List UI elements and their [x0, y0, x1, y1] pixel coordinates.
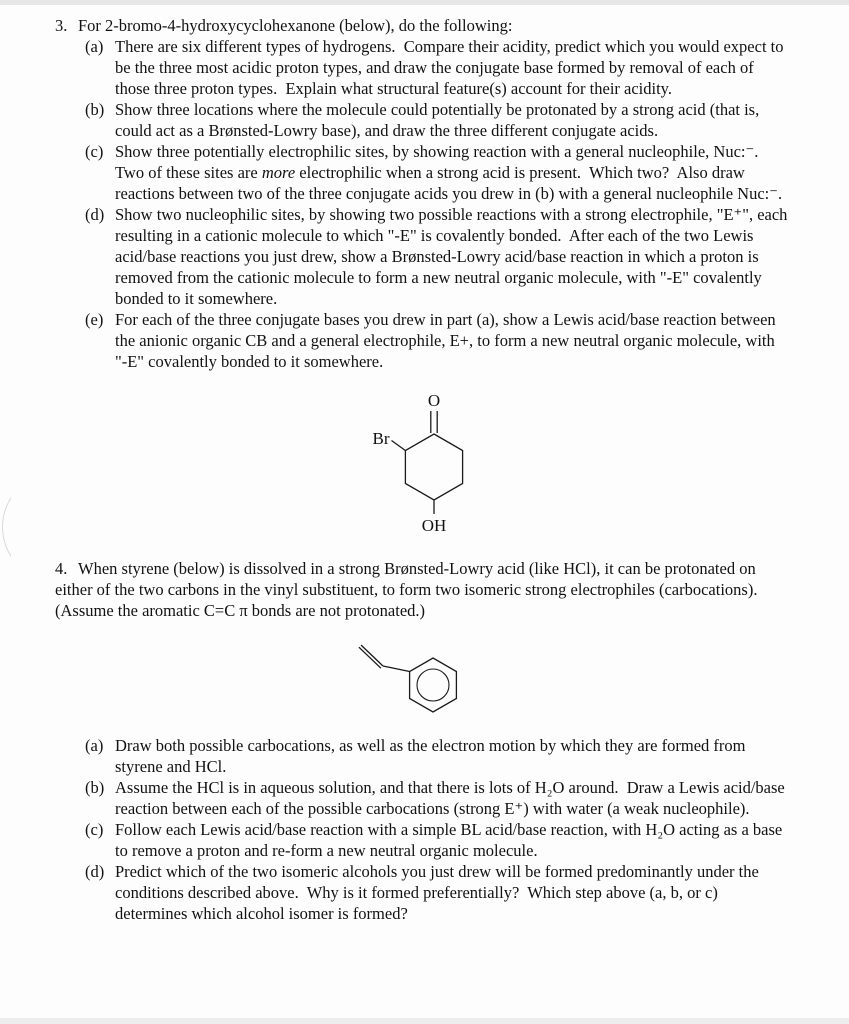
styrene-structure-drawing	[333, 633, 483, 721]
scan-artifact-arc	[2, 472, 11, 582]
part-label: (c)	[85, 142, 104, 161]
part-text: Predict which of the two isomeric alcohols you just drew will be formed predominantly under the conditions described above. Why is it formed preferentially? Which step above (a, b, or c) determines which alcohol isomer is formed?	[115, 862, 763, 923]
part-text: Show three locations where the molecule could potentially be protonated by a strong acid (that is, could act as a Brønsted-Lowry base), and draw the three different conjugate acids.	[115, 100, 764, 140]
part-label: (b)	[85, 100, 105, 119]
carbon-bromine-bond	[392, 441, 406, 451]
part-text: Show three potentially electrophilic sites, by showing reaction with a general nucleophile, Nuc:⁻. Two of these sites are more electrophilic when a strong acid is present. Which two? Also draw reactions between two of the three conjugate acids you drew in (b) with a general nucleophile Nuc:⁻.	[115, 142, 783, 203]
question-3-intro-text: For 2-bromo-4-hydroxycyclohexanone (below), do the following:	[78, 16, 513, 35]
benzene-aromatic-circle	[417, 669, 449, 701]
question-4-part-b	[85, 777, 791, 819]
structure-styrene	[333, 633, 791, 721]
question-4-intro	[55, 558, 791, 621]
part-label: (d)	[85, 862, 105, 881]
question-3-part-a	[85, 36, 791, 99]
part-text: Show two nucleophilic sites, by showing two possible reactions with a strong electrophile, "E⁺", each resulting in a cationic molecule to which "-E" is covalently bonded. After each of the two Lewis acid/base reactions you just drew, show a Brønsted-Lowry acid/base reaction in which a proton is removed from the cationic molecule to form a new neutral organic molecule, with "-E" covalently bonded to it somewhere.	[115, 205, 792, 308]
question-3-number: 3.	[55, 16, 68, 35]
part-text: Follow each Lewis acid/base reaction with a simple BL acid/base reaction, with H₂O acting as a base to remove a proton and re-form a new neutral organic molecule.	[115, 820, 787, 860]
ketone-oxygen-label: O	[427, 391, 441, 410]
vinyl-double-bond	[359, 647, 381, 668]
part-label: (d)	[85, 205, 105, 224]
scan-artifact	[0, 471, 11, 583]
part-label: (e)	[85, 310, 104, 329]
part-text: Draw both possible carbocations, as well as the electron motion by which they are formed from styrene and HCl.	[115, 736, 750, 776]
question-3-parts	[85, 36, 791, 372]
question-3	[55, 15, 791, 536]
scan-edge-top	[0, 0, 849, 5]
question-4-parts	[85, 735, 791, 924]
question-3-part-e	[85, 309, 791, 372]
cyclohexanone-structure-drawing	[368, 388, 498, 536]
bromine-label: Br	[372, 429, 390, 448]
part-label: (b)	[85, 778, 105, 797]
scan-edge-bottom	[0, 1018, 849, 1024]
part-label: (a)	[85, 37, 104, 56]
cyclohexane-ring-bond	[405, 434, 462, 500]
structure-2-bromo-4-hydroxycyclohexanone	[368, 388, 791, 536]
question-3-part-c	[85, 141, 791, 204]
part-label: (c)	[85, 820, 104, 839]
part-label: (a)	[85, 736, 104, 755]
question-4-number: 4.	[55, 559, 68, 578]
part-text: For each of the three conjugate bases you drew in part (a), show a Lewis acid/base reaction between the anionic organic CB and a general electrophile, E+, to form a new neutral organic molecule, with "-E" covalently bonded to it somewhere.	[115, 310, 780, 371]
question-3-part-d	[85, 204, 791, 309]
question-4-part-d	[85, 861, 791, 924]
question-3-intro	[55, 15, 791, 36]
question-4	[55, 558, 791, 924]
part-text: Assume the HCl is in aqueous solution, and that there is lots of H₂O around. Draw a Lewis acid/base reaction between each of the possible carbocations (strong E⁺) with water (a weak nucleophile).	[115, 778, 789, 818]
part-text: There are six different types of hydrogens. Compare their acidity, predict which you would expect to be the three most acidic proton types, and draw the conjugate base formed by removal of each of those three proton types. Explain what structural feature(s) account for their acidity.	[115, 37, 788, 98]
question-4-part-a	[85, 735, 791, 777]
hydroxyl-label: OH	[421, 516, 447, 535]
question-4-intro-text: When styrene (below) is dissolved in a strong Brønsted-Lowry acid (like HCl), it can be protonated on either of the two carbons in the vinyl substituent, to form two isomeric strong electrophiles (carbocations). (Assume the aromatic C=C π bonds are not protonated.)	[55, 559, 766, 620]
question-4-part-c	[85, 819, 791, 861]
vinyl-double-bond	[361, 645, 383, 666]
vinyl-single-bond	[383, 666, 410, 672]
question-3-part-b	[85, 99, 791, 141]
